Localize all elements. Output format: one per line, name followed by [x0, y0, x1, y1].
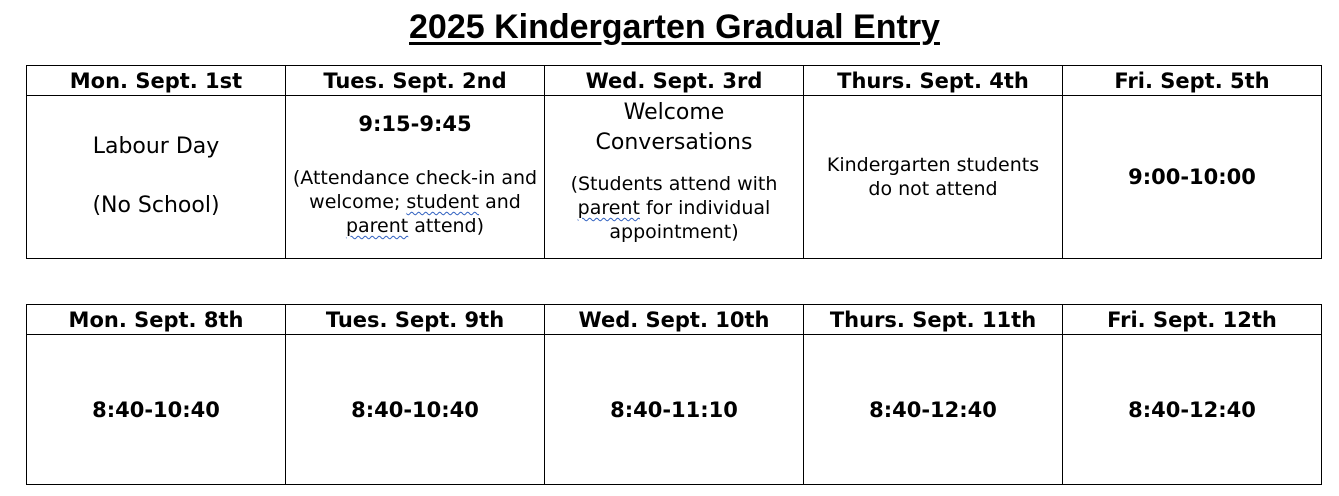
day-header: Thurs. Sept. 11th	[804, 305, 1063, 335]
thu-cell	[804, 96, 1063, 259]
fri-cell	[1063, 96, 1322, 259]
tue-time: 9:15-9:45	[358, 112, 472, 136]
week-2-schedule-row	[27, 335, 1322, 485]
time-cell: 8:40-10:40	[27, 335, 286, 485]
mon-cell	[27, 96, 286, 259]
holiday-note: (No School)	[92, 193, 220, 218]
note-word-parent: parent	[577, 197, 640, 219]
day-header: Wed. Sept. 3rd	[545, 66, 804, 96]
day-header: Mon. Sept. 1st	[27, 66, 286, 96]
wed-cell	[545, 96, 804, 259]
week-1-schedule-row	[27, 96, 1322, 259]
time-cell: 8:40-11:10	[545, 335, 804, 485]
day-header: Tues. Sept. 2nd	[286, 66, 545, 96]
note-text: (Attendance check-in and welcome;	[292, 167, 538, 213]
page-title: 2025 Kindergarten Gradual Entry	[409, 8, 940, 46]
day-header: Thurs. Sept. 4th	[804, 66, 1063, 96]
week-1-header-row	[27, 66, 1322, 96]
time-cell: 8:40-12:40	[804, 335, 1063, 485]
note-text: for individual appointment)	[609, 197, 771, 243]
day-header: Wed. Sept. 10th	[545, 305, 804, 335]
tue-cell	[286, 96, 545, 259]
note-word-parent: parent	[345, 215, 409, 237]
note-text: attend)	[408, 215, 485, 237]
wed-title: Welcome Conversations	[595, 100, 753, 155]
day-header: Fri. Sept. 12th	[1063, 305, 1322, 335]
holiday-name: Labour Day	[92, 134, 220, 160]
note-text: (Students attend with	[570, 173, 778, 195]
note-text: and	[479, 191, 521, 213]
time-cell: 8:40-12:40	[1063, 335, 1322, 485]
tue-note	[292, 166, 538, 238]
wed-note	[551, 172, 797, 244]
day-header: Fri. Sept. 5th	[1063, 66, 1322, 96]
fri-time: 9:00-10:00	[1128, 165, 1256, 189]
week-2-header-row	[27, 305, 1322, 335]
week-1-table	[26, 65, 1322, 259]
note-word-student: student	[406, 191, 480, 213]
week-2-table	[26, 304, 1322, 485]
day-header: Tues. Sept. 9th	[286, 305, 545, 335]
day-header: Mon. Sept. 8th	[27, 305, 286, 335]
thu-note: Kindergarten students do not attend	[826, 154, 1040, 200]
time-cell: 8:40-10:40	[286, 335, 545, 485]
